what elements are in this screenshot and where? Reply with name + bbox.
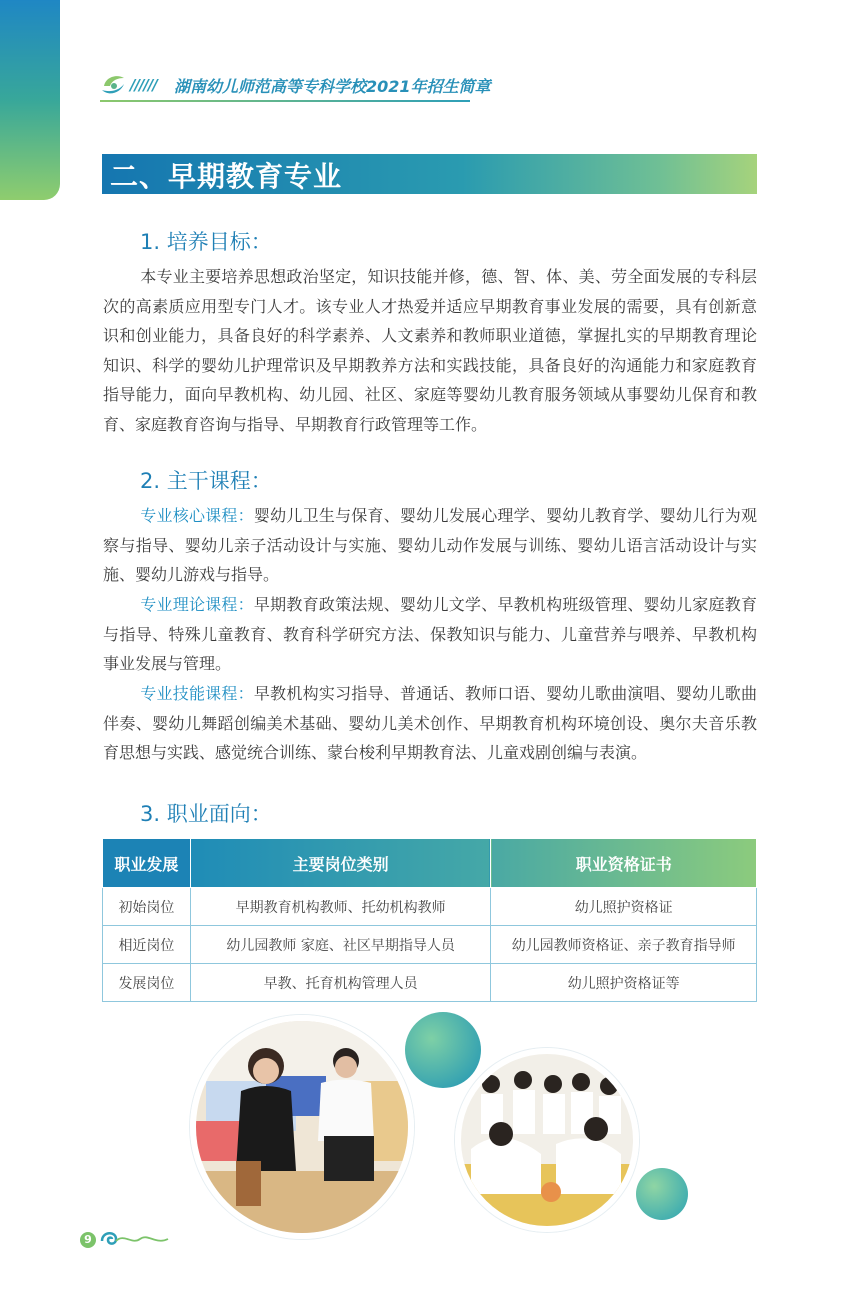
section-title: 二、早期教育专业 <box>110 160 343 193</box>
header-stripes: ////// <box>130 76 157 94</box>
table-cell: 早教、托育机构管理人员 <box>190 964 491 1002</box>
career-col-positions: 主要岗位类别 <box>190 839 491 888</box>
career-col-development: 职业发展 <box>103 839 191 888</box>
corner-tab-decoration <box>0 0 60 200</box>
training-heading: 1. 培养目标： <box>140 230 272 254</box>
table-row <box>103 926 757 964</box>
table-cell: 发展岗位 <box>103 964 191 1002</box>
core-courses-text: 婴幼儿卫生与保育、婴幼儿发展心理学、婴幼儿教育学、婴幼儿行为观察与指导、婴幼儿亲子活动设计与实施、婴幼儿动作发展与训练、婴幼儿语言活动设计与实施、婴幼儿游戏与指导。 <box>103 506 757 585</box>
theory-courses-paragraph <box>103 590 757 679</box>
page-number: 9 <box>80 1232 96 1248</box>
career-heading: 3. 职业面向： <box>140 802 272 826</box>
core-courses-label: 专业核心课程： <box>140 506 254 525</box>
career-table <box>102 838 757 1002</box>
training-body: 本专业主要培养思想政治坚定，知识技能并修，德、智、体、美、劳全面发展的专科层次的高素质应用型专门人才。该专业人才热爱并适应早期教育事业发展的需要，具有创新意识和创业能力，具备良好的科学素养、人文素养和教师职业道德，掌握扎实的早期教育理论知识、科学的婴幼儿护理常识及早期教养方法和实践技能，具备良好的沟通能力和家庭教育指导能力，面向早教机构、幼儿园、社区、家庭等婴幼儿教育服务领域从事婴幼儿保育和教育、家庭教育咨询与指导、早期教育行政管理等工作。 <box>103 267 757 434</box>
table-row <box>103 888 757 926</box>
table-cell: 幼儿照护资格证等 <box>491 964 757 1002</box>
table-row <box>103 964 757 1002</box>
core-courses-paragraph <box>103 501 757 590</box>
classroom-photo-right-image <box>461 1054 633 1226</box>
classroom-photo-right <box>455 1048 639 1232</box>
table-cell: 幼儿照护资格证 <box>491 888 757 926</box>
header-underline <box>100 100 470 102</box>
school-logo-icon <box>100 72 128 96</box>
table-cell: 早期教育机构教师、托幼机构教师 <box>190 888 491 926</box>
table-cell: 幼儿园教师资格证、亲子教育指导师 <box>491 926 757 964</box>
career-table-header <box>103 839 757 888</box>
skill-courses-label: 专业技能课程： <box>140 684 254 703</box>
page-header <box>100 70 491 102</box>
decorative-bubble <box>636 1168 688 1220</box>
skill-courses-text: 早教机构实习指导、普通话、教师口语、婴幼儿歌曲演唱、婴幼儿歌曲伴奏、婴幼儿舞蹈创编美术基础、婴幼儿美术创作、早期教育机构环境创设、奥尔夫音乐教育思想与实践、感觉统合训练、蒙台梭利早期教育法、儿童戏剧创编与表演。 <box>103 684 757 763</box>
training-paragraph <box>103 262 757 440</box>
section-banner <box>102 154 757 194</box>
header-title: 湖南幼儿师范高等专科学校2021年招生简章 <box>174 77 491 96</box>
table-cell: 初始岗位 <box>103 888 191 926</box>
decorative-bubble <box>405 1012 481 1088</box>
career-col-certificates: 职业资格证书 <box>491 839 757 888</box>
classroom-photo-left-image <box>196 1021 408 1233</box>
theory-courses-text: 早期教育政策法规、婴幼儿文学、早教机构班级管理、婴幼儿家庭教育与指导、特殊儿童教育、教育科学研究方法、保教知识与能力、儿童营养与喂养、早教机构事业发展与管理。 <box>103 595 757 674</box>
cloud-swirl-icon <box>98 1225 170 1253</box>
skill-courses-paragraph <box>103 679 757 768</box>
courses-heading: 2. 主干课程： <box>140 469 272 493</box>
table-cell: 相近岗位 <box>103 926 191 964</box>
theory-courses-label: 专业理论课程： <box>140 595 254 614</box>
table-cell: 幼儿园教师 家庭、社区早期指导人员 <box>190 926 491 964</box>
classroom-photo-left <box>190 1015 414 1239</box>
